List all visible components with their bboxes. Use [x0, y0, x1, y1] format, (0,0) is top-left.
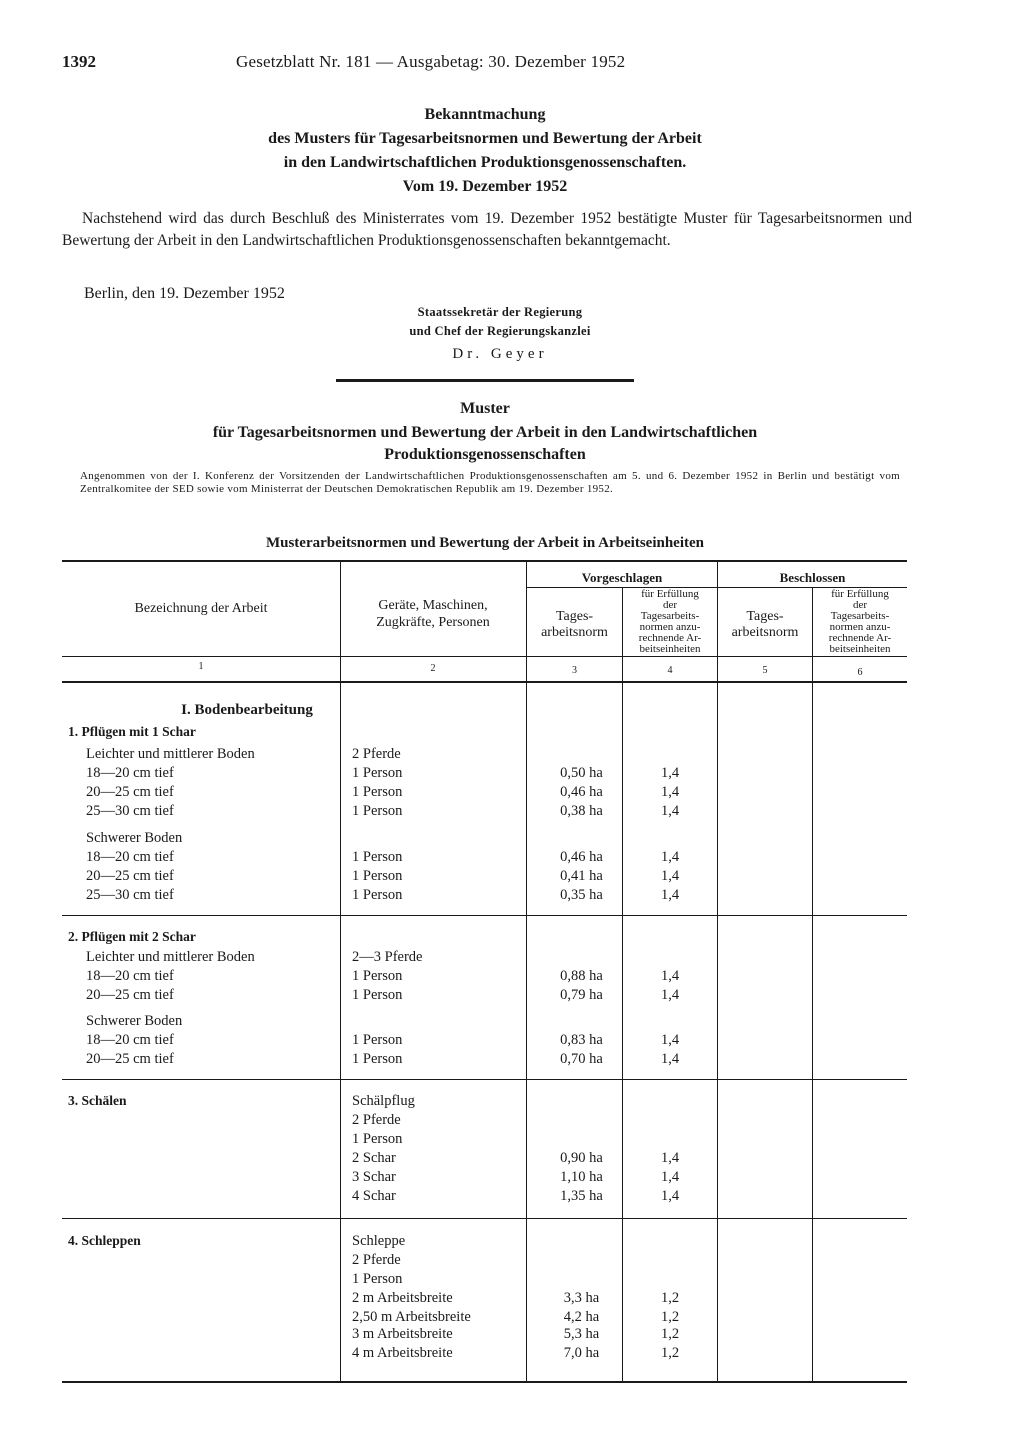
cell-c3: 0,50 ha: [560, 765, 603, 781]
cell-c2: 4 Schar: [352, 1188, 396, 1204]
table-bottom-rule: [62, 1381, 907, 1383]
cell-c1: 18—20 cm tief: [86, 765, 174, 781]
announcement-subtitle-2: in den Landwirtschaftlichen Produktionsgenossenschaften.: [283, 154, 687, 171]
muster-note: Angenommen von der I. Konferenz der Vorsitzenden der Landwirtschaftlichen Produktionsgenossenschaften am 5. und 6. Dezember 1952 in Berlin und bestätigt vom Zentralkomitee der SED sowie vom Ministerrat der Deutschen Demokratischen Republik am 19. Dezember 1952.: [80, 470, 900, 495]
cell-c1: 20—25 cm tief: [86, 987, 174, 1003]
cell-c1: 1. Pflügen mit 1 Schar: [68, 724, 196, 739]
cell-c4: 1,4: [660, 784, 680, 800]
col-number-2: 2: [430, 663, 436, 674]
header-tages-5a: Tages-: [746, 609, 784, 624]
page-number: 1392: [62, 52, 96, 71]
muster-title: Muster: [460, 400, 510, 417]
cell-c2: 1 Person: [352, 1131, 403, 1147]
cell-c3: 0,83 ha: [560, 1032, 603, 1048]
cell-c2: 3 m Arbeitsbreite: [352, 1326, 453, 1342]
cell-c3: 0,35 ha: [560, 887, 603, 903]
col-number-6: 6: [857, 667, 863, 678]
cell-c2: 1 Person: [352, 887, 403, 903]
cell-c4: 1,4: [660, 1150, 680, 1166]
cell-c1: 18—20 cm tief: [86, 1032, 174, 1048]
col-number-4: 4: [667, 665, 673, 676]
cell-c4: 1,4: [660, 987, 680, 1003]
cell-c4: 1,2: [660, 1290, 680, 1306]
cell-c3: 1,10 ha: [560, 1169, 603, 1185]
cell-c1: 20—25 cm tief: [86, 784, 174, 800]
cell-c2: 1 Person: [352, 968, 403, 984]
cell-c1: Schwerer Boden: [86, 1013, 183, 1029]
cell-c2: 1 Person: [352, 1271, 403, 1287]
cell-c4: 1,4: [660, 1051, 680, 1067]
col-divider-4: [717, 561, 718, 1381]
ae-line: beitseinheiten: [639, 643, 701, 655]
header-rule: [62, 656, 907, 657]
signatory-name: Dr. Geyer: [452, 346, 548, 362]
cell-c3: 3,3 ha: [563, 1290, 600, 1306]
cell-c1: 18—20 cm tief: [86, 849, 174, 865]
cell-c2: 1 Person: [352, 765, 403, 781]
cell-c2: 1 Person: [352, 849, 403, 865]
cell-c2: 1 Person: [352, 1051, 403, 1067]
cell-c1: 2. Pflügen mit 2 Schar: [68, 929, 196, 944]
ae-line: für Erfüllung: [831, 588, 889, 600]
cell-c2: 1 Person: [352, 784, 403, 800]
ae-line: für Erfüllung: [641, 588, 699, 600]
divider-rule: [336, 379, 634, 382]
cell-c2: Schälpflug: [352, 1093, 415, 1109]
table-title: Musterarbeitsnormen und Bewertung der Arbeit in Arbeitseinheiten: [265, 535, 705, 551]
cell-c4: 1,2: [660, 1326, 680, 1342]
header-decided: Beschlossen: [779, 570, 846, 585]
cell-c3: 0,70 ha: [560, 1051, 603, 1067]
cell-c3: 0,79 ha: [560, 987, 603, 1003]
cell-c1: 3. Schälen: [68, 1093, 127, 1108]
ae-line: der: [852, 599, 868, 611]
cell-c2: 1 Person: [352, 803, 403, 819]
header-equipment-1: Geräte, Maschinen,: [378, 598, 488, 613]
header-work: Bezeichnung der Arbeit: [134, 601, 268, 616]
muster-subtitle-2: Produktionsgenossenschaften: [384, 446, 586, 463]
cell-c2: 2,50 m Arbeitsbreite: [352, 1309, 471, 1325]
running-header: Gesetzblatt Nr. 181 — Ausgabetag: 30. Dezember 1952: [236, 52, 626, 71]
cell-c4: 1,4: [660, 1169, 680, 1185]
cell-c3: 7,0 ha: [563, 1345, 600, 1361]
cell-c2: 2 Pferde: [352, 746, 401, 762]
muster-subtitle-1: für Tagesarbeitsnormen und Bewertung der Arbeit in den Landwirtschaftlichen: [212, 424, 758, 441]
row-rule-2: [62, 1079, 907, 1080]
cell-c2: 4 m Arbeitsbreite: [352, 1345, 453, 1361]
cell-c2: 2 Pferde: [352, 1112, 401, 1128]
cell-c2: 1 Person: [352, 868, 403, 884]
announcement-date: Vom 19. Dezember 1952: [402, 178, 568, 195]
cell-c4: 1,4: [660, 868, 680, 884]
cell-c4: 1,4: [660, 887, 680, 903]
ae-line: Tagesarbeits-: [640, 610, 700, 622]
place-date: Berlin, den 19. Dezember 1952: [84, 285, 285, 302]
cell-c3: 4,2 ha: [563, 1309, 600, 1325]
cell-c3: 0,38 ha: [560, 803, 603, 819]
cell-c1: Leichter und mittlerer Boden: [86, 746, 255, 762]
header-proposed: Vorgeschlagen: [581, 570, 663, 585]
cell-c3: 0,88 ha: [560, 968, 603, 984]
cell-c3: 0,46 ha: [560, 849, 603, 865]
col-divider-5: [812, 588, 813, 1381]
announcement-subtitle-1: des Musters für Tagesarbeitsnormen und Bewertung der Arbeit: [268, 130, 702, 147]
cell-c2: 3 Schar: [352, 1169, 396, 1185]
announcement-title: Bekanntmachung: [424, 106, 546, 123]
header-equipment-2: Zugkräfte, Personen: [376, 615, 490, 630]
cell-c3: 0,90 ha: [560, 1150, 603, 1166]
header-tages-3b: arbeitsnorm: [541, 625, 608, 640]
cell-c2: 2 m Arbeitsbreite: [352, 1290, 453, 1306]
cell-c3: 0,46 ha: [560, 784, 603, 800]
row-rule-3: [62, 1218, 907, 1219]
cell-c2: 1 Person: [352, 1032, 403, 1048]
section-heading: I. Bodenbearbeitung: [181, 702, 313, 718]
cell-c1: 25—30 cm tief: [86, 803, 174, 819]
signatory-title-1: Staatssekretär der Regierung: [417, 305, 583, 319]
cell-c4: 1,4: [660, 803, 680, 819]
col-number-3: 3: [572, 665, 577, 676]
cell-c4: 1,4: [660, 1188, 680, 1204]
cell-c1: 20—25 cm tief: [86, 868, 174, 884]
cell-c2: 2—3 Pferde: [352, 949, 423, 965]
ae-line: rechnende Ar-: [638, 632, 702, 644]
signatory-title-2: und Chef der Regierungskanzlei: [409, 324, 591, 338]
header-tages-5b: arbeitsnorm: [731, 625, 799, 640]
cell-c4: 1,4: [660, 849, 680, 865]
cell-c4: 1,4: [660, 1032, 680, 1048]
ae-line: rechnende Ar-: [828, 632, 892, 644]
col-number-5: 5: [762, 665, 768, 676]
announcement-body: Nachstehend wird das durch Beschluß des Ministerrates vom 19. Dezember 1952 bestätigte Muster für Tagesarbeitsnormen und Bewertung der Arbeit in den Landwirtschaftlichen Produktionsgenossenschaften bekanntgemacht.: [62, 210, 912, 249]
cell-c3: 5,3 ha: [563, 1326, 600, 1342]
cell-c2: Schleppe: [352, 1233, 406, 1249]
cell-c4: 1,4: [660, 765, 680, 781]
col-divider-1: [340, 561, 341, 1381]
ae-line: beitseinheiten: [829, 643, 891, 655]
cell-c1: 25—30 cm tief: [86, 887, 174, 903]
col-number-1: 1: [198, 661, 204, 672]
cell-c1: Schwerer Boden: [86, 830, 183, 846]
table-top-rule: [62, 560, 907, 562]
ae-line: Tagesarbeits-: [830, 610, 890, 622]
cell-c1: 20—25 cm tief: [86, 1051, 174, 1067]
cell-c4: 1,4: [660, 968, 680, 984]
cell-c4: 1,2: [660, 1309, 680, 1325]
number-rule: [62, 681, 907, 683]
row-rule-1: [62, 915, 907, 916]
cell-c1: 18—20 cm tief: [86, 968, 174, 984]
cell-c2: 2 Pferde: [352, 1252, 401, 1268]
ae-line: normen anzu-: [829, 621, 891, 633]
cell-c3: 1,35 ha: [560, 1188, 603, 1204]
cell-c2: 2 Schar: [352, 1150, 396, 1166]
cell-c3: 0,41 ha: [560, 868, 603, 884]
header-tages-3a: Tages-: [555, 609, 594, 624]
cell-c1: Leichter und mittlerer Boden: [86, 949, 255, 965]
ae-line: der: [662, 599, 678, 611]
ae-line: normen anzu-: [639, 621, 701, 633]
cell-c2: 1 Person: [352, 987, 403, 1003]
cell-c4: 1,2: [660, 1345, 680, 1361]
cell-c1: 4. Schleppen: [68, 1233, 141, 1248]
